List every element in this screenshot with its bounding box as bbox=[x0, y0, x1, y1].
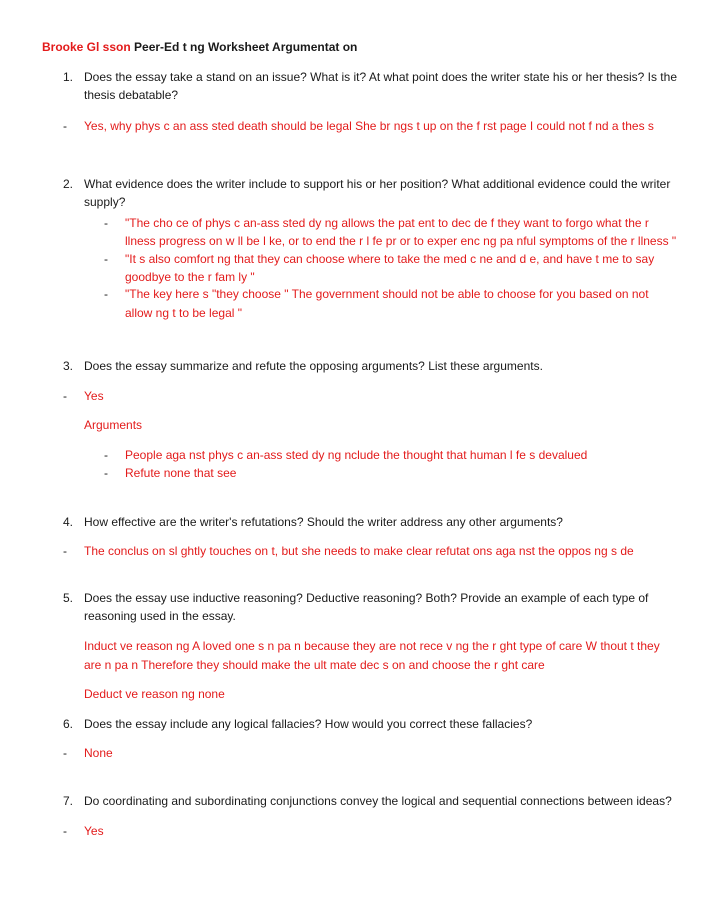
q3-dash: - bbox=[63, 389, 67, 403]
q1-number: 1. bbox=[63, 70, 74, 84]
q5-deductive: Deduct ve reason ng none bbox=[84, 687, 225, 701]
q2-line-2: supply? bbox=[84, 195, 126, 209]
q5-inductive-line-1: Induct ve reason ng A loved one s n pa n because they are not rece v ng the r ght type of care W thout t they bbox=[84, 639, 660, 653]
q5-inductive-line-2: are n pa n Therefore they should make the ult mate dec s on and choose the r ght care bbox=[84, 658, 545, 672]
q2-bullet-1-line-1: "The cho ce of phys c an-ass sted dy ng allows the pat ent to dec de f they want to forgo what the r bbox=[125, 216, 649, 230]
q5-number: 5. bbox=[63, 591, 74, 605]
q7-answer: Yes bbox=[84, 824, 104, 838]
q2-bullet-2-line-2: goodbye to the r fam ly " bbox=[125, 270, 255, 284]
q3-bullet-1: People aga nst phys c an-ass sted dy ng nclude the thought that human l fe s devalued bbox=[125, 448, 588, 462]
header bbox=[42, 38, 357, 56]
q6-number: 6. bbox=[63, 717, 74, 731]
q4-answer: The conclus on sl ghtly touches on t, but she needs to make clear refutat ons aga nst the oppos ng s de bbox=[84, 544, 634, 558]
q2-bullet-2-dash: - bbox=[104, 252, 108, 266]
q6-answer: None bbox=[84, 746, 113, 760]
q7-dash: - bbox=[63, 824, 67, 838]
q5-line-1: Does the essay use inductive reasoning? Deductive reasoning? Both? Provide an example of each type of bbox=[84, 591, 649, 605]
q3-bullet-1-dash: - bbox=[104, 448, 108, 462]
q3-arguments-label: Arguments bbox=[84, 418, 143, 432]
q7-number: 7. bbox=[63, 794, 74, 808]
worksheet-title: Peer-Ed t ng Worksheet Argumentat on bbox=[134, 40, 358, 54]
q5-line-2: reasoning used in the essay. bbox=[84, 609, 236, 623]
student-name: Brooke Gl sson bbox=[42, 40, 131, 54]
q2-bullet-3-line-1: "The key here s "they choose " The government should not be able to choose for you based on not bbox=[125, 287, 649, 301]
q3-line: Does the essay summarize and refute the opposing arguments? List these arguments. bbox=[84, 359, 543, 373]
q4-dash: - bbox=[63, 544, 67, 558]
q2-bullet-3-dash: - bbox=[104, 287, 108, 301]
q4-line: How effective are the writer's refutations? Should the writer address any other arguments? bbox=[84, 515, 563, 529]
q3-bullet-2: Refute none that see bbox=[125, 466, 237, 480]
q6-line: Does the essay include any logical fallacies? How would you correct these fallacies? bbox=[84, 717, 533, 731]
q2-bullet-2-line-1: "It s also comfort ng that they can choose where to take the med c ne and d e, and have t me to say bbox=[125, 252, 655, 266]
q3-answer: Yes bbox=[84, 389, 104, 403]
q2-number: 2. bbox=[63, 177, 74, 191]
q1-answer: Yes, why phys c an ass sted death should be legal She br ngs t up on the f rst page I could not f nd a thes s bbox=[84, 119, 654, 133]
q4-number: 4. bbox=[63, 515, 74, 529]
q2-bullet-3-line-2: allow ng t to be legal " bbox=[125, 306, 242, 320]
q3-bullet-2-dash: - bbox=[104, 466, 108, 480]
q1-line-2: thesis debatable? bbox=[84, 88, 179, 102]
q1-dash: - bbox=[63, 119, 67, 133]
q7-line: Do coordinating and subordinating conjunctions convey the logical and sequential connections between ideas? bbox=[84, 794, 672, 808]
q2-bullet-1-line-2: llness progress on w ll be l ke, or to end the r l fe pr or to exper enc ng pa nful symptoms of the r llness " bbox=[125, 234, 677, 248]
q2-bullet-1-dash: - bbox=[104, 216, 108, 230]
q1-line-1: Does the essay take a stand on an issue? What is it? At what point does the writer state his or her thesis? Is the bbox=[84, 70, 677, 84]
q2-line-1: What evidence does the writer include to support his or her position? What additional evidence could the writer bbox=[84, 177, 671, 191]
q6-dash: - bbox=[63, 746, 67, 760]
q3-number: 3. bbox=[63, 359, 74, 373]
